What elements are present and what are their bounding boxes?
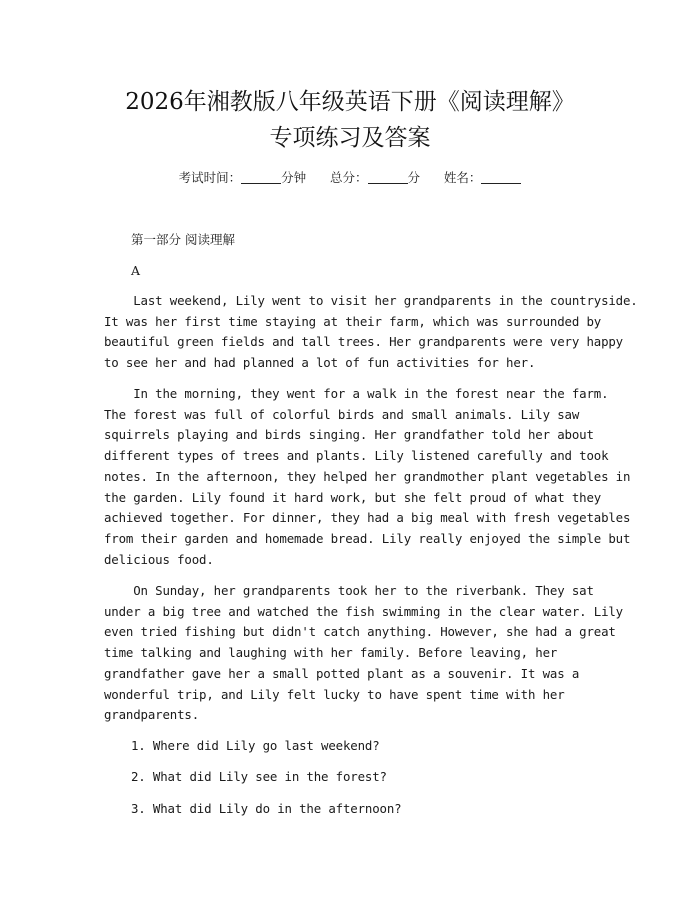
passage-paragraph: Last weekend, Lily went to visit her grandparents in the countryside. It was her first time staying at their farm, which was surrounded by beautiful green fields and tall trees. Her grandparents were very happy to see her and had planned a lot of fun activities for her. <box>104 293 638 371</box>
section-heading: 第一部分 阅读理解 <box>131 232 235 247</box>
passage-paragraph: On Sunday, her grandparents took her to the riverbank. They sat under a big tree and watched the fish swimming in the clear water. Lily even tried fishing but didn't catch anything. However, she had a great time talking and laughing with her family. Before leaving, her grandfather gave her a small potted plant as a souvenir. It was a wonderful trip, and Lily felt lucky to have spent time with her grandparents. <box>104 583 623 723</box>
question-item: 2. What did Lily see in the forest? <box>131 769 387 784</box>
question-item: 1. Where did Lily go last weekend? <box>131 738 380 753</box>
score-blank <box>368 171 408 184</box>
page-title: 2026年湘教版八年级英语下册《阅读理解》 <box>125 89 575 115</box>
score-label: 总分： <box>329 170 368 185</box>
name-blank <box>481 171 521 184</box>
exam-info <box>0 168 700 186</box>
score-unit: 分 <box>407 170 421 185</box>
name-label: 姓名： <box>443 170 482 185</box>
time-blank <box>241 171 281 184</box>
question-item: 3. What did Lily do in the afternoon? <box>131 801 402 816</box>
time-label: 考试时间： <box>178 170 242 185</box>
passage-label: A <box>131 263 141 278</box>
passage-paragraph: In the morning, they went for a walk in the forest near the farm. The forest was full of colorful birds and small animals. Lily saw squirrels playing and birds singing. Her grandfather told her about different types of trees and plants. Lily listened carefully and took notes. In the afternoon, they helped her grandmother plant vegetables in the garden. Lily found it hard work, but she felt proud of what they achieved together. For dinner, they had a big meal with fresh vegetables from their garden and homemade bread. Lily really enjoyed the simple but delicious food. <box>104 386 631 567</box>
time-unit: 分钟 <box>281 170 307 185</box>
page-subtitle: 专项练习及答案 <box>269 125 431 151</box>
